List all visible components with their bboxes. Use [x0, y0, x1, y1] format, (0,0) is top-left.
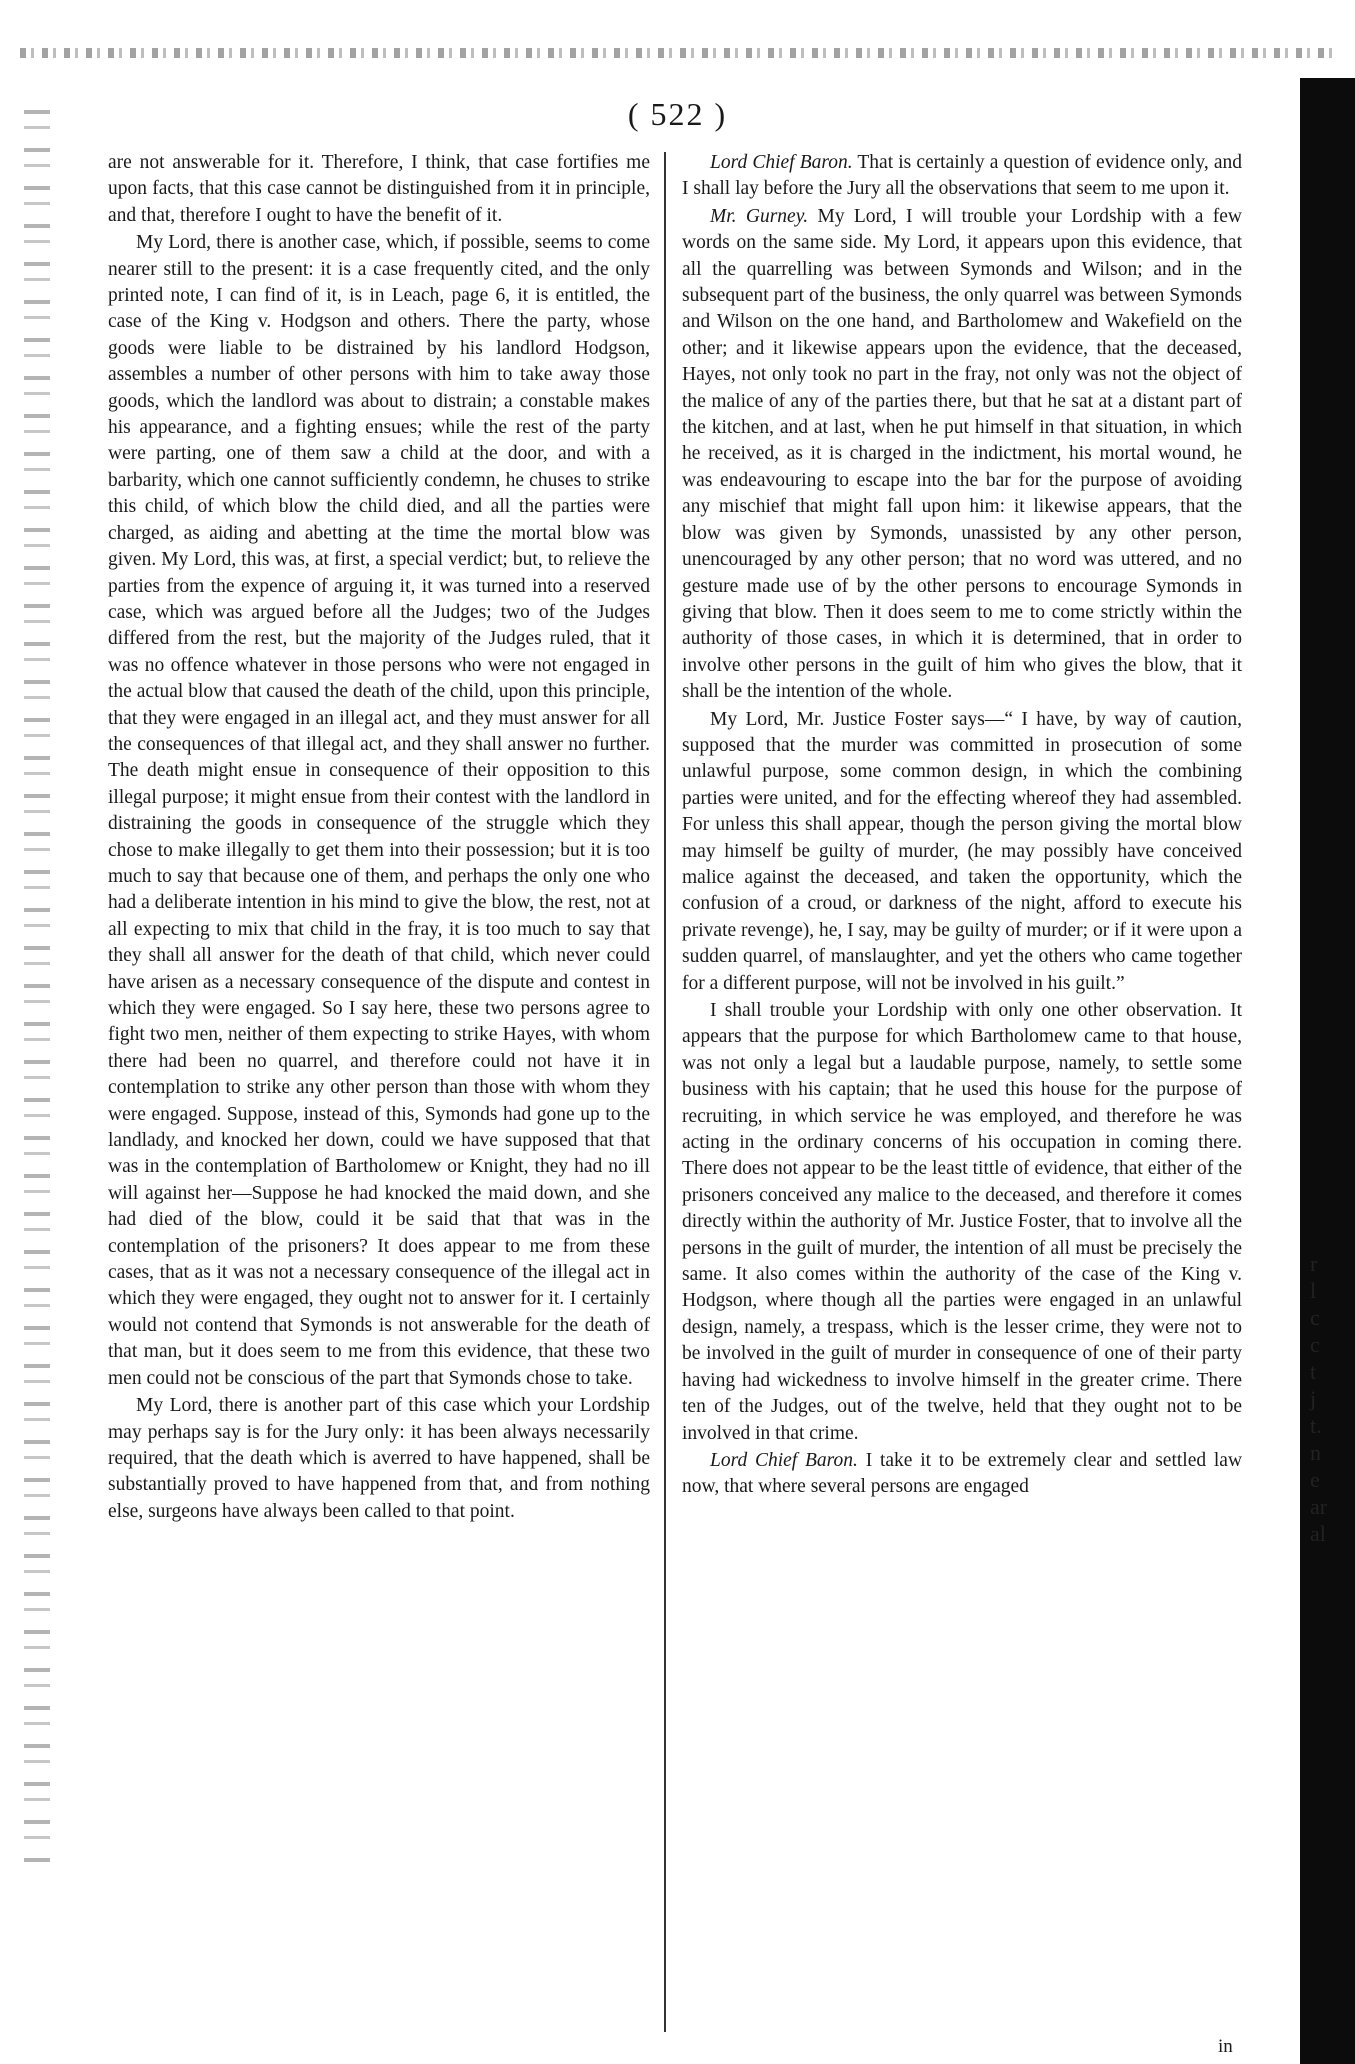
- fragment-letter: ar: [1310, 1494, 1328, 1519]
- left-column: [108, 150, 650, 1525]
- fragment-letter: j: [1310, 1386, 1317, 1411]
- page-number: ( 522 ): [627, 96, 728, 132]
- paragraph: [682, 998, 1242, 1447]
- paragraph-text: My Lord, there is another part of this case which your Lordship may perhaps say is for the Jury only: it has been always necessarily required, that the death which is averred to have happened, shall be substantially proved to have happened from that, and from nothing else, surgeons have always been called to that point.: [108, 1395, 650, 1522]
- paragraph: [108, 1393, 650, 1525]
- fragment-letter: al: [1310, 1521, 1326, 1546]
- paragraph: [682, 1448, 1242, 1501]
- paragraph-text: That is certainly a question of evidence only, and I shall lay before the Jury all the observations that seem to me upon it.: [682, 152, 1243, 200]
- scan-noise-top: [20, 48, 1340, 58]
- speaker-name: Mr. Gurney.: [710, 205, 809, 227]
- scan-edge-right: [1300, 78, 1355, 2064]
- fragment-letter: r: [1310, 1251, 1318, 1276]
- paragraph: [682, 150, 1242, 203]
- speaker-name: Lord Chief Baron.: [710, 1449, 858, 1471]
- fragment-letter: c: [1310, 1332, 1320, 1357]
- column-divider: [664, 152, 666, 2032]
- paragraph-text: I take it to be extremely clear and settled law now, that where several persons are engaged: [682, 1449, 1243, 1498]
- fragment-letter: e: [1310, 1467, 1320, 1492]
- right-column: [682, 150, 1242, 1501]
- paragraph: [682, 204, 1242, 706]
- scan-margin-left: [24, 110, 50, 1870]
- fragment-letter: t: [1310, 1359, 1317, 1384]
- fragment-letter: t.: [1310, 1413, 1322, 1438]
- paragraph: [108, 230, 650, 1392]
- paragraph-text: are not answerable for it. Therefore, I think, that case fortifies me upon facts, that this case cannot be distinguished from it in principle, and that, therefore I ought to have the benefit of it.: [108, 152, 650, 226]
- speaker-name: Lord Chief Baron.: [710, 152, 853, 173]
- paragraph: [682, 707, 1242, 997]
- fragment-letter: n: [1310, 1440, 1321, 1465]
- paragraph-text: My Lord, Mr. Justice Foster says—“ I have, by way of caution, supposed that the murder was committed in prosecution of some unlawful purpose, some common design, in which the combining parties were united, and for the effecting whereof they had assembled. For unless this shall appear, though the person giving the mortal blow may himself be guilty of murder, (he may possibly have conceived malice against the deceased, and taken the opportunity, which the confusion of a croud, or darkness of the night, afford to execute his private revenge), he, I say, may be guilty of murder; or if it were upon a sudden quarrel, of manslaughter, and yet the others who came together for a different purpose, will not be involved in his guilt.”: [682, 708, 1242, 994]
- adjacent-page-fragment: [1310, 1250, 1340, 1547]
- paragraph-text: I shall trouble your Lordship with only one other observation. It appears that the purpose for which Bartholomew came to that house, was not only a legal but a laudable purpose, namely, to settle some business with his captain; that he used this house for the purpose of recruiting, in which service he was employed, and therefore he was acting in the ordinary concerns of his occupation in coming there. There does not appear to be the least tittle of evidence, that either of the prisoners conceived any malice to the deceased, and therefore it comes directly within the authority of Mr. Justice Foster, that to involve all the persons in the guilt of murder, the intention of all must be precisely the same. It also comes within the authority of the case of the King v. Hodgson, where though all the parties were engaged in an unlawful design, namely, a trespass, which is the lesser crime, they were not to be involved in the guilt of murder in consequence of one of their party having had wickedness to involve himself in the greater crime. There ten of the Judges, out of the twelve, held that they ought not to be involved in that crime.: [682, 1000, 1242, 1444]
- paragraph: [108, 150, 650, 229]
- fragment-letter: c: [1310, 1305, 1320, 1330]
- catchword: in: [1218, 2036, 1233, 2057]
- paragraph-text: My Lord, there is another case, which, if possible, seems to come nearer still to the present: it is a case frequently cited, and the only printed note, I can find of it, is in Leach, page 6, it is entitled, the case of the King v. Hodgson and others. There the party, whose goods were liable to be distrained by his landlord Hodgson, assembles a number of other persons with him to take away those goods, which the landlord was about to distrain; a constable makes his appearance, and a fighting ensues; while the rest of the party were parting, one of them saw a child at the door, and with a barbarity, which one cannot sufficiently condemn, he chuses to strike this child, of which blow the child died, and all the parties were charged, as aiding and abetting at the time the mortal blow was given. My Lord, this was, at first, a special verdict; but, to relieve the parties from the expence of arguing it, it was turned into a reserved case, which was argued before all the Judges; two of the Judges differed from the rest, but the majority of the Judges ruled, that it was no offence whatever in those persons who were not engaged in the actual blow that caused the death of the child, upon this principle, that they were engaged in an illegal act, and they must answer for all the consequences of that illegal act, and they shall answer no further. The death might ensue in consequence of their opposition to this illegal purpose; it might ensue from their contest with the landlord in distraining the goods in consequence of the struggle which they chose to make illegally to get them into their possession; but it is too much to say that because one of them, and perhaps the only one who had a deliberate intention in his mind to give the blow, the rest, not at all expecting to mix that child in the fray, it is too much to say that they shall all answer for the death of that child, which never could have arisen as a necessary consequence of the dispute and contest in which they were engaged. So I say here, these two persons agree to fight two men, neither of them expecting to strike Hayes, with whom there had been no quarrel, and therefore could not have it in contemplation to strike any other person than those with whom they were engaged. Suppose, instead of this, Symonds had gone up to the landlady, and knocked her down, could we have supposed that that was in the contemplation of Bartholomew or Knight, they had no ill will against her—Suppose he had knocked the maid down, and she had died of the blow, could it be said that that was in the contemplation of the prisoners? It does appear to me from these cases, that as it was not a necessary consequence of the illegal act in which they were engaged, they ought not to answer for it. I certainly would not contend that Symonds is not answerable for the death of that man, but it does seem to me from this evidence, that these two men could not be conscious of the part that Symonds chose to take.: [108, 232, 650, 1389]
- fragment-letter: l: [1310, 1278, 1317, 1303]
- paragraph-text: My Lord, I will trouble your Lordship with a few words on the same side. My Lord, it appears upon this evidence, that all the quarrelling was between Symonds and Wilson; and in the subsequent part of the business, the only quarrel was between Symonds and Wilson on the one hand, and Bartholomew and Wakefield on the other; and it likewise appears upon the evidence, that the deceased, Hayes, not only took no part in the fray, not only was not the object of the malice of any of the parties there, but that he sat at a distant part of the kitchen, and at last, when he put himself in that situation, in which he received, as it is charged in the indictment, his mortal wound, he was endeavouring to escape into the bar for the purpose of avoiding any mischief that might fall upon him: it likewise appears, that the blow was given by Symonds, unassisted by any other person, unencouraged by any other person; that no word was uttered, and no gesture made use of by the other persons to encourage Symonds in giving that blow. Then it does seem to me to come strictly within the authority of those cases, in which it is determined, that in order to involve other persons in the guilt of him who gives the blow, that it shall be the intention of the whole.: [682, 205, 1243, 703]
